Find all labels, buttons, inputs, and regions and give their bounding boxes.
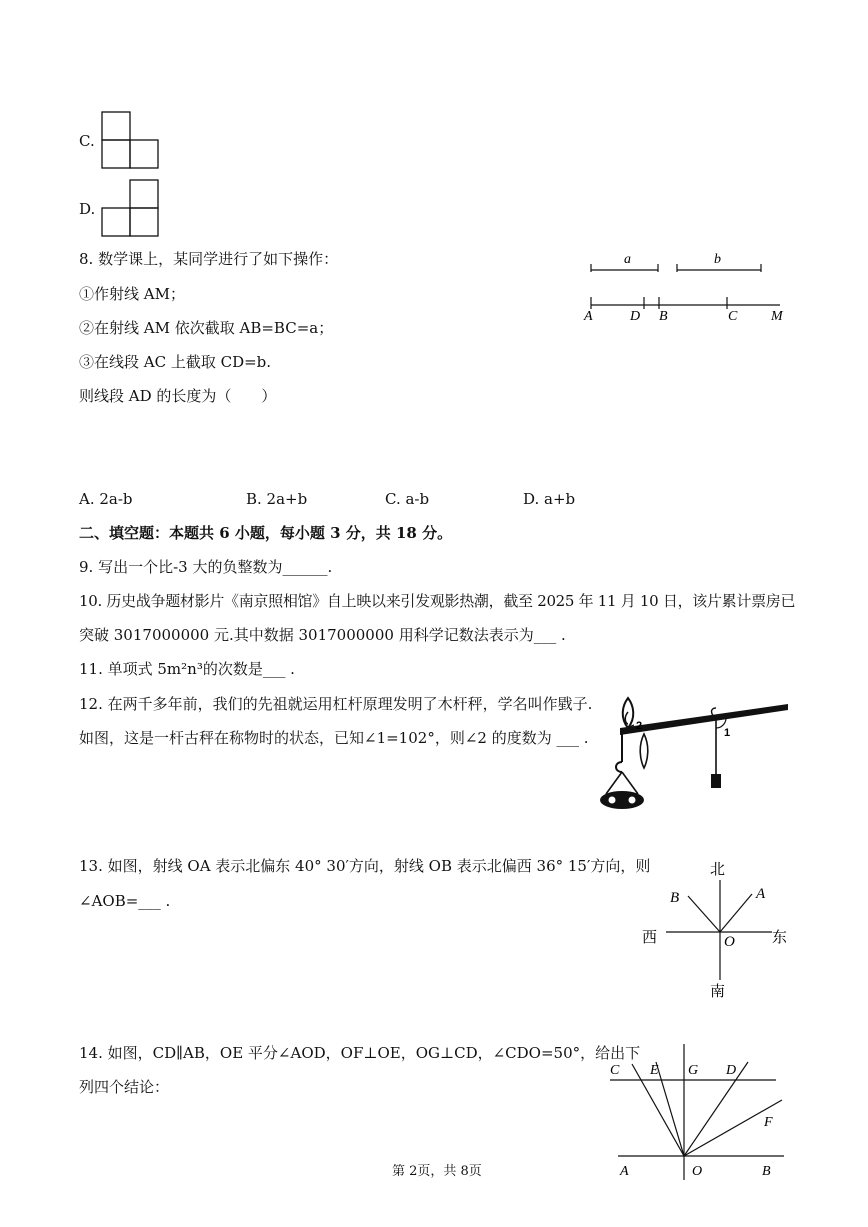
q8-label-D: D (630, 309, 641, 324)
q8-label-C: C (728, 309, 738, 324)
q10-line2: 突破 3017000000 元.其中数据 3017000000 用科学记数法表示为___ . (79, 626, 566, 644)
q8-option-c: C. a-b (385, 490, 430, 508)
page-footer: 第 2页，共 8页 (392, 1164, 482, 1179)
q8-question: 则线段 AD 的长度为（ ） (79, 387, 277, 405)
q14-geometry-figure (604, 1040, 794, 1185)
q7-option-d-label: D. (79, 200, 96, 218)
q8-option-a: A. 2a-b (79, 490, 133, 508)
q8-step1: ①作射线 AM； (79, 285, 185, 303)
q8-option-b: B. 2a+b (246, 490, 308, 508)
q8-label-b: b (714, 252, 721, 267)
q12-angle1-label: 1 (724, 727, 731, 739)
q13-west-label: 西 (642, 928, 658, 946)
q13-O-label: O (724, 934, 735, 950)
q14-F-label: F (764, 1115, 773, 1130)
q14-B-label: B (762, 1164, 771, 1179)
q14-A-label: A (620, 1164, 629, 1179)
q12-steelyard-figure (590, 688, 790, 818)
q13-north-label: 北 (710, 860, 726, 878)
q8-option-d: D. a+b (523, 490, 576, 508)
q14-D-label: D (726, 1063, 737, 1078)
q13-compass-figure (636, 852, 796, 1002)
q13-line2: ∠AOB=___ . (79, 892, 171, 910)
q8-step2: ②在射线 AM 依次截取 AB=BC=a； (79, 319, 334, 337)
q12-line1: 12. 在两千多年前，我们的先祖就运用杠杆原理发明了木杆秤，学名叫作戥子. (79, 695, 593, 713)
q11-text: 11. 单项式 5m²n³的次数是___ . (79, 660, 295, 678)
q14-O-label: O (692, 1164, 703, 1179)
q8-stem: 8. 数学课上，某同学进行了如下操作： (79, 250, 339, 268)
q7-option-c-figure (100, 110, 162, 170)
q7-option-c-label: C. (79, 132, 95, 150)
q8-label-a: a (624, 252, 631, 267)
q12-angle2-label: 2 (636, 720, 643, 732)
q13-south-label: 南 (710, 982, 726, 1000)
q14-line2: 列四个结论： (79, 1078, 170, 1096)
q8-label-M: M (771, 309, 783, 324)
q8-label-B: B (659, 309, 668, 324)
q13-A-label: A (756, 886, 766, 902)
q14-E-label: E (650, 1063, 659, 1078)
q14-G-label: G (688, 1063, 699, 1078)
q13-line1: 13. 如图，射线 OA 表示北偏东 40° 30′方向，射线 OB 表示北偏西 36° 15′方向，则 (79, 857, 651, 875)
q7-option-d-figure (100, 178, 162, 238)
q10-line1: 10. 历史战争题材影片《南京照相馆》自上映以来引发观影热潮，截至 2025 年 11 月 10 日，该片累计票房已 (79, 592, 796, 610)
q13-east-label: 东 (772, 928, 788, 946)
q14-line1: 14. 如图，CD∥AB，OE 平分∠AOD，OF⊥OE，OG⊥CD，∠CDO=50°，给出下 (79, 1044, 641, 1062)
q8-segment-figure (580, 246, 790, 326)
q8-label-A: A (584, 309, 593, 324)
q14-C-label: C (610, 1063, 620, 1078)
q13-B-label: B (670, 890, 680, 906)
q9-text: 9. 写出一个比-3 大的负整数为______. (79, 558, 333, 576)
section2-heading: 二、填空题：本题共 6 小题，每小题 3 分，共 18 分。 (79, 524, 453, 542)
q8-step3: ③在线段 AC 上截取 CD=b. (79, 353, 272, 371)
q12-line2: 如图，这是一杆古秤在称物时的状态，已知∠1=102°，则∠2 的度数为 ___ . (79, 729, 589, 747)
